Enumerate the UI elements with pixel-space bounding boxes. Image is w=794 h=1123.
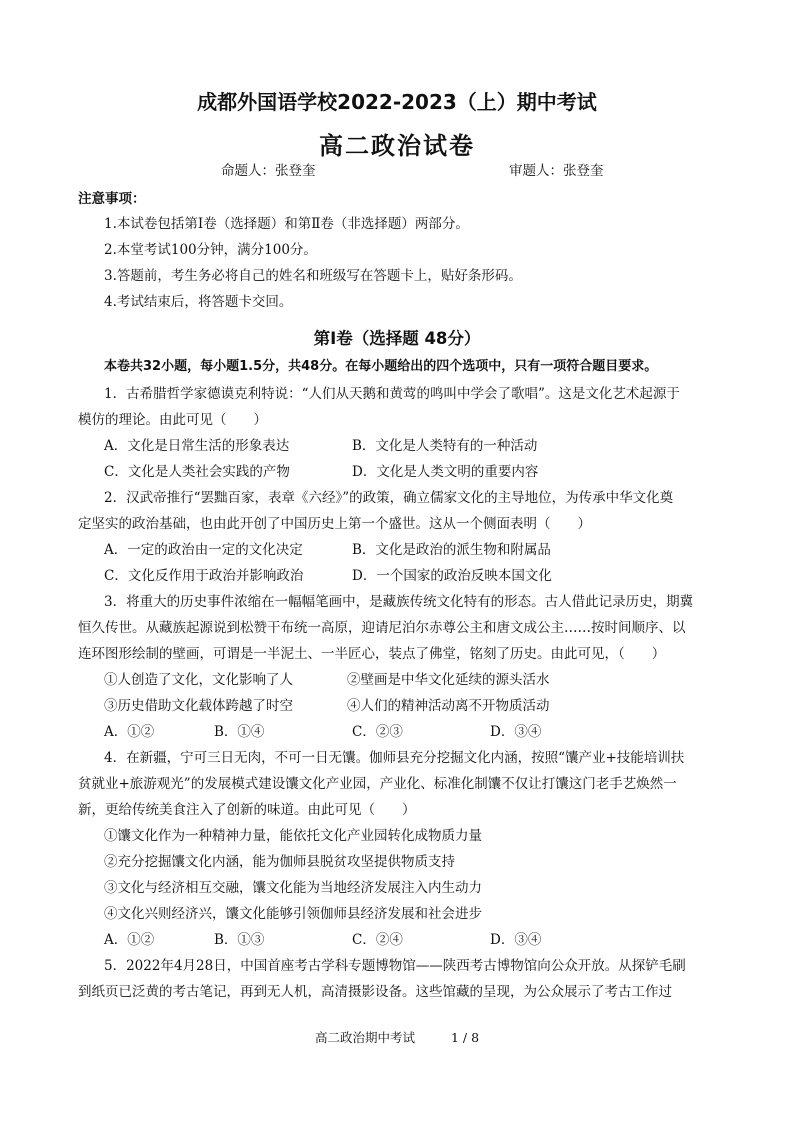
question-5-text: 5．2022年4月28日，中国首座考古学科专题博物馆——陕西考古博物馆向公众开放。从探铲毛刷 xyxy=(104,958,686,974)
question-4-option-a: A．①② xyxy=(104,932,155,948)
question-4-statement: ③文化与经济相互交融，馕文化能为当地经济发展注入内生动力 xyxy=(104,880,482,896)
question-1-option-d: D．文化是人类文明的重要内容 xyxy=(352,464,539,480)
question-4-option-c: C．②④ xyxy=(352,932,403,948)
question-4-statement: ④文化兴则经济兴，馕文化能够引领伽师县经济发展和社会进步 xyxy=(104,906,482,922)
page-footer xyxy=(0,1028,794,1046)
question-1-text: 1．古希腊哲学家德谟克利特说：“人们从天鹅和黄莺的鸣叫中学会了歌唱”。这是文化艺术起源于 xyxy=(104,386,680,402)
section-title: 第Ⅰ卷（选择题 48分） xyxy=(313,329,481,348)
question-2-text: 定坚实的政治基础，也由此开创了中国历史上第一个盛世。这从一个侧面表明（ ） xyxy=(78,516,591,532)
question-5-text: 到纸页已泛黄的考古笔记，再到无人机，高清摄影设备。这些馆藏的呈现，为公众展示了考古工作过 xyxy=(78,984,672,1000)
page-number: 1 / 8 xyxy=(450,1030,480,1045)
question-4-text: 新，更给传统美食注入了创新的味道。由此可见（ ） xyxy=(78,802,416,818)
question-3-statement: ④人们的精神活动离不开物质活动 xyxy=(347,698,550,714)
question-4-statement: ①馕文化作为一种精神力量，能依托文化产业园转化成物质力量 xyxy=(104,828,482,844)
question-1-option-c: C．文化是人类社会实践的产物 xyxy=(104,464,290,480)
question-2-option-c: C．文化反作用于政治并影响政治 xyxy=(104,568,304,584)
question-4-option-d: D．③④ xyxy=(490,932,542,948)
notice-heading: 注意事项： xyxy=(78,191,146,207)
question-3-text: 恒久传世。从藏族起源说到松赞干布统一高原，迎请尼泊尔赤尊公主和唐文成公主……按时间顺序、以 xyxy=(78,620,686,636)
notice-item: 1.本试卷包括第Ⅰ卷（选择题）和第Ⅱ卷（非选择题）两部分。 xyxy=(104,216,469,232)
question-1-option-a: A．文化是日常生活的形象表达 xyxy=(104,438,290,454)
question-4-statement: ②充分挖掘馕文化内涵，能为伽师县脱贫攻坚提供物质支持 xyxy=(104,854,455,870)
question-2-option-d: D．一个国家的政治反映本国文化 xyxy=(352,568,552,584)
question-3-option-c: C．②③ xyxy=(352,724,403,740)
author-label: 命题人：张登奎 xyxy=(221,163,316,179)
question-1-text: 模仿的理论。由此可见（ ） xyxy=(78,412,267,428)
notice-item: 2.本堂考试100分钟，满分100分。 xyxy=(104,242,317,258)
question-2-option-b: B．文化是政治的派生物和附属品 xyxy=(352,542,551,558)
reviewer-label: 审题人：张登奎 xyxy=(509,163,604,179)
footer-label: 高二政治期中考试 xyxy=(314,1030,415,1045)
section-instruction: 本卷共32小题，每小题1.5分，共48分。在每小题给出的四个选项中，只有一项符合题目要求。 xyxy=(104,359,658,374)
exam-title: 高二政治试卷 xyxy=(319,132,475,160)
question-3-option-d: D．③④ xyxy=(490,724,542,740)
question-4-text: 贫就业+旅游观光”的发展模式建设馕文化产业园，产业化、标准化制馕不仅让打馕这门老手艺焕然一 xyxy=(78,776,677,792)
question-4-option-b: B．①③ xyxy=(214,932,265,948)
question-3-option-b: B．①④ xyxy=(214,724,265,740)
question-2-option-a: A．一定的政治由一定的文化决定 xyxy=(104,542,303,558)
question-3-statement: ①人创造了文化，文化影响了人 xyxy=(104,672,293,688)
notice-item: 4.考试结束后，将答题卡交回。 xyxy=(104,294,293,310)
question-3-statement: ③历史借助文化载体跨越了时空 xyxy=(104,698,293,714)
question-3-text: 3．将重大的历史事件浓缩在一幅幅笔画中，是藏族传统文化特有的形态。古人借此记录历史，期冀 xyxy=(104,594,694,610)
question-3-statement: ②壁画是中华文化延续的源头活水 xyxy=(347,672,550,688)
question-1-option-b: B．文化是人类特有的一种活动 xyxy=(352,438,538,454)
notice-item: 3.答题前，考生务必将自己的姓名和班级写在答题卡上，贴好条形码。 xyxy=(104,268,522,284)
question-2-text: 2．汉武帝推行“罢黜百家，表章《六经》”的政策，确立儒家文化的主导地位，为传承中华文化奠 xyxy=(104,490,674,506)
question-4-text: 4．在新疆，宁可三日无肉，不可一日无馕。伽师县充分挖掘文化内涵，按照“馕产业+技能培训扶 xyxy=(104,750,685,766)
school-title: 成都外国语学校2022-2023（上）期中考试 xyxy=(197,90,597,114)
question-3-option-a: A．①② xyxy=(104,724,155,740)
question-3-text: 连环图形绘制的壁画，可谓是一半泥土、一半匠心，装点了佛堂，铭刻了历史。由此可见，（ ） xyxy=(78,646,666,662)
